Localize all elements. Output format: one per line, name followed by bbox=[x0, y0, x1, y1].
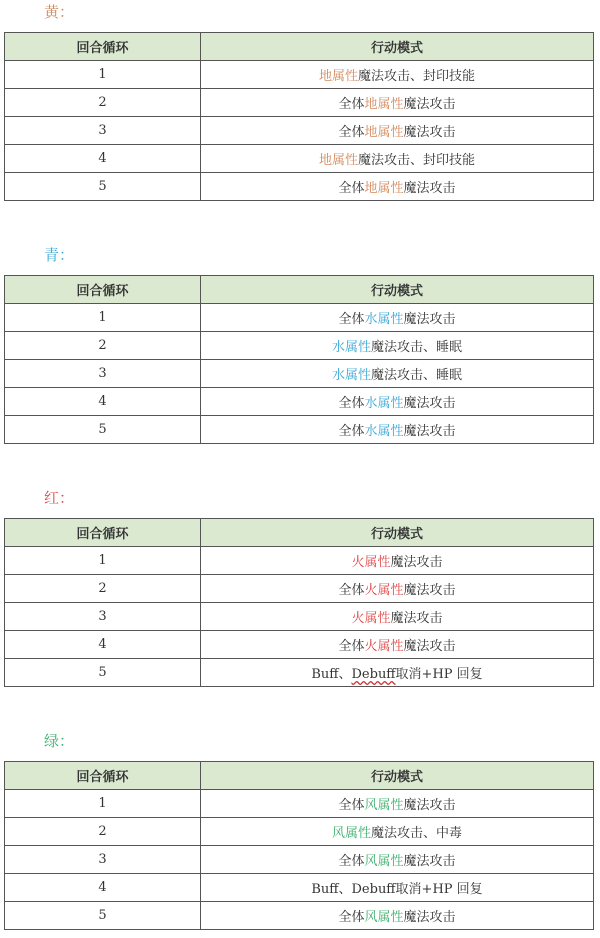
element-attribute-text: 水属性 bbox=[364, 424, 404, 439]
table-header-row bbox=[5, 33, 594, 61]
round-number-cell: 2 bbox=[5, 89, 201, 117]
action-text: 魔法攻击 bbox=[403, 854, 456, 869]
table-row bbox=[5, 659, 594, 687]
action-pattern-cell bbox=[201, 790, 594, 818]
table-row bbox=[5, 117, 594, 145]
round-number-cell: 2 bbox=[5, 332, 201, 360]
table-row bbox=[5, 603, 594, 631]
element-attribute-text: 水属性 bbox=[364, 312, 404, 327]
action-text: 魔法攻击 bbox=[403, 97, 456, 112]
action-text: 魔法攻击、睡眠 bbox=[371, 340, 463, 355]
element-attribute-text: 火属性 bbox=[364, 583, 404, 598]
action-pattern-table bbox=[4, 32, 594, 201]
element-attribute-text: 地属性 bbox=[364, 97, 404, 112]
table-row bbox=[5, 818, 594, 846]
action-text: 魔法攻击 bbox=[403, 424, 456, 439]
action-pattern-cell bbox=[201, 360, 594, 388]
table-row bbox=[5, 631, 594, 659]
header-action-pattern: 行动模式 bbox=[201, 762, 594, 790]
header-action-pattern: 行动模式 bbox=[201, 33, 594, 61]
action-pattern-cell bbox=[201, 874, 594, 902]
action-pattern-cell bbox=[201, 416, 594, 444]
action-text: 魔法攻击 bbox=[403, 181, 456, 196]
element-attribute-text: 水属性 bbox=[364, 396, 404, 411]
action-text: Buff、 bbox=[311, 882, 352, 897]
action-pattern-cell bbox=[201, 89, 594, 117]
table-row bbox=[5, 173, 594, 201]
round-number-cell: 3 bbox=[5, 117, 201, 145]
element-attribute-text: 风属性 bbox=[331, 826, 371, 841]
table-row bbox=[5, 89, 594, 117]
action-text: 全体 bbox=[338, 396, 365, 411]
action-text: 魔法攻击、中毒 bbox=[371, 826, 463, 841]
table-row bbox=[5, 575, 594, 603]
action-pattern-table bbox=[4, 761, 594, 930]
action-text: 魔法攻击 bbox=[403, 910, 456, 925]
header-action-pattern: 行动模式 bbox=[201, 519, 594, 547]
action-text: Debuff bbox=[351, 882, 396, 897]
action-text: 全体 bbox=[338, 181, 365, 196]
table-row bbox=[5, 790, 594, 818]
action-pattern-cell bbox=[201, 902, 594, 930]
table-row bbox=[5, 874, 594, 902]
element-attribute-text: 风属性 bbox=[364, 798, 404, 813]
table-row bbox=[5, 360, 594, 388]
table-row bbox=[5, 145, 594, 173]
table-row bbox=[5, 902, 594, 930]
action-text: 魔法攻击 bbox=[403, 798, 456, 813]
action-pattern-cell bbox=[201, 61, 594, 89]
action-text: 全体 bbox=[338, 639, 365, 654]
action-text: 取消+HP 回复 bbox=[395, 882, 483, 897]
action-pattern-cell bbox=[201, 304, 594, 332]
action-text: 全体 bbox=[338, 583, 365, 598]
action-pattern-cell bbox=[201, 659, 594, 687]
round-number-cell: 5 bbox=[5, 902, 201, 930]
action-text: 全体 bbox=[338, 125, 365, 140]
header-round-cycle: 回合循环 bbox=[5, 33, 201, 61]
table-row bbox=[5, 846, 594, 874]
element-attribute-text: 地属性 bbox=[318, 69, 358, 84]
action-pattern-cell bbox=[201, 818, 594, 846]
action-text: 魔法攻击、封印技能 bbox=[358, 69, 476, 84]
element-attribute-text: 火属性 bbox=[351, 611, 391, 626]
round-number-cell: 4 bbox=[5, 388, 201, 416]
action-text: 全体 bbox=[338, 424, 365, 439]
round-number-cell: 3 bbox=[5, 846, 201, 874]
action-pattern-cell bbox=[201, 846, 594, 874]
action-text: 全体 bbox=[338, 97, 365, 112]
header-round-cycle: 回合循环 bbox=[5, 762, 201, 790]
action-text: 魔法攻击 bbox=[403, 396, 456, 411]
action-text: 魔法攻击 bbox=[403, 125, 456, 140]
round-number-cell: 1 bbox=[5, 790, 201, 818]
action-pattern-cell bbox=[201, 173, 594, 201]
element-attribute-text: 水属性 bbox=[331, 340, 371, 355]
round-number-cell: 2 bbox=[5, 818, 201, 846]
table-row bbox=[5, 388, 594, 416]
action-pattern-cell bbox=[201, 117, 594, 145]
element-attribute-text: 风属性 bbox=[364, 910, 404, 925]
table-row bbox=[5, 547, 594, 575]
action-text: 魔法攻击 bbox=[403, 639, 456, 654]
element-attribute-text: 风属性 bbox=[364, 854, 404, 869]
round-number-cell: 1 bbox=[5, 547, 201, 575]
action-text: 取消+HP 回复 bbox=[395, 667, 483, 682]
action-pattern-cell bbox=[201, 332, 594, 360]
action-text: Buff、 bbox=[311, 667, 352, 682]
round-number-cell: 3 bbox=[5, 360, 201, 388]
action-pattern-cell bbox=[201, 603, 594, 631]
round-number-cell: 5 bbox=[5, 173, 201, 201]
section-heading: 红： bbox=[44, 489, 75, 507]
table-row bbox=[5, 416, 594, 444]
action-pattern-table bbox=[4, 518, 594, 687]
action-pattern-cell bbox=[201, 631, 594, 659]
header-round-cycle: 回合循环 bbox=[5, 519, 201, 547]
section-heading: 绿： bbox=[44, 732, 75, 750]
action-text: 魔法攻击 bbox=[390, 611, 443, 626]
round-number-cell: 3 bbox=[5, 603, 201, 631]
table-row bbox=[5, 332, 594, 360]
action-text: 魔法攻击 bbox=[403, 583, 456, 598]
element-attribute-text: 地属性 bbox=[364, 125, 404, 140]
table-header-row bbox=[5, 276, 594, 304]
action-text: 全体 bbox=[338, 910, 365, 925]
action-pattern-cell bbox=[201, 145, 594, 173]
element-attribute-text: 地属性 bbox=[318, 153, 358, 168]
element-attribute-text: 水属性 bbox=[331, 368, 371, 383]
round-number-cell: 5 bbox=[5, 416, 201, 444]
header-action-pattern: 行动模式 bbox=[201, 276, 594, 304]
action-text: 魔法攻击、封印技能 bbox=[358, 153, 476, 168]
element-attribute-text: 火属性 bbox=[364, 639, 404, 654]
round-number-cell: 4 bbox=[5, 631, 201, 659]
round-number-cell: 4 bbox=[5, 874, 201, 902]
action-text: 魔法攻击 bbox=[403, 312, 456, 327]
table-header-row bbox=[5, 762, 594, 790]
table-row bbox=[5, 304, 594, 332]
action-text: 魔法攻击 bbox=[390, 555, 443, 570]
table-row bbox=[5, 61, 594, 89]
action-text: Debuff bbox=[351, 667, 396, 682]
action-pattern-table bbox=[4, 275, 594, 444]
header-round-cycle: 回合循环 bbox=[5, 276, 201, 304]
round-number-cell: 4 bbox=[5, 145, 201, 173]
section-heading: 黄： bbox=[44, 3, 75, 21]
action-text: 魔法攻击、睡眠 bbox=[371, 368, 463, 383]
round-number-cell: 1 bbox=[5, 61, 201, 89]
element-attribute-text: 火属性 bbox=[351, 555, 391, 570]
action-text: 全体 bbox=[338, 312, 365, 327]
table-header-row bbox=[5, 519, 594, 547]
action-pattern-cell bbox=[201, 388, 594, 416]
action-pattern-cell bbox=[201, 575, 594, 603]
action-pattern-cell bbox=[201, 547, 594, 575]
round-number-cell: 1 bbox=[5, 304, 201, 332]
section-heading: 青： bbox=[44, 246, 75, 264]
element-attribute-text: 地属性 bbox=[364, 181, 404, 196]
round-number-cell: 5 bbox=[5, 659, 201, 687]
round-number-cell: 2 bbox=[5, 575, 201, 603]
action-text: 全体 bbox=[338, 854, 365, 869]
action-text: 全体 bbox=[338, 798, 365, 813]
